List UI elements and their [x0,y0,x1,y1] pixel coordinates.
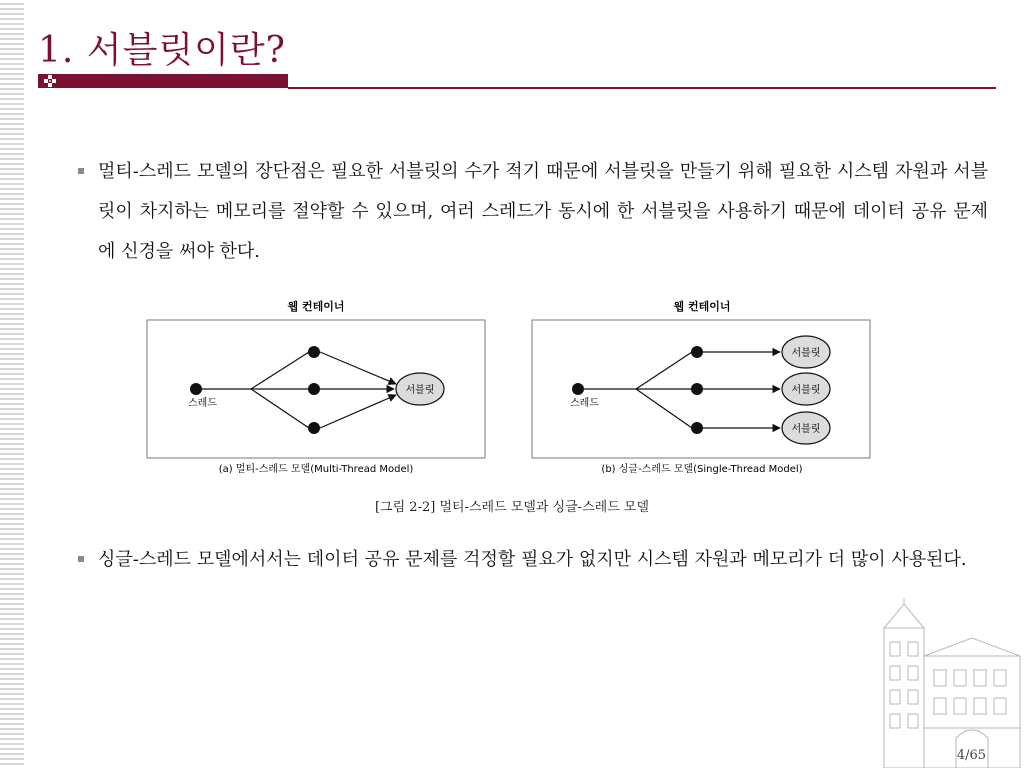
right-thread-dot [572,383,584,395]
thread-model-diagram [146,298,874,480]
left-servlet-label: 서블릿 [405,385,435,396]
left-branch-dot-1 [308,346,320,358]
title-underline-bar [38,74,288,88]
left-branch-dot-3 [308,422,320,434]
right-branch-dot-3 [691,422,703,434]
bullet-text: 싱글-스레드 모델에서서는 데이터 공유 문제를 걱정할 필요가 없지만 시스템 자원과 메모리가 더 많이 사용된다. [98,549,967,570]
right-servlet-label-3: 서블릿 [791,424,821,435]
left-thread-dot [190,383,202,395]
left-branch-dot-2 [308,383,320,395]
bullet-square-icon [78,168,84,174]
left-thread-label: 스레드 [188,398,217,409]
left-stripe-decoration [0,0,24,768]
right-thread-label: 스레드 [570,398,599,409]
page-number: 4/65 [956,748,986,763]
right-panel-caption: (b) 싱글-스레드 모델(Single-Thread Model) [601,464,803,475]
bullet-item-1 [78,152,988,272]
left-panel-caption: (a) 멀티-스레드 모델(Multi-Thread Model) [218,464,414,475]
right-branch-dot-1 [691,346,703,358]
slide-title: 1. 서블릿이란? [38,30,286,71]
left-container-header: 웹 컨테이너 [287,300,345,313]
bullet-text: 멀티-스레드 모델의 장단점은 필요한 서블릿의 수가 적기 때문에 서블릿을 만들기 위해 필요한 시스템 자원과 서블릿이 차지하는 메모리를 절약할 수 있으며, 여러 스레드가 동시에 한 서블릿을 사용하기 때문에 데이터 공유 문제에 신경을 써야 한다. [98,161,988,262]
right-servlet-label-1: 서블릿 [791,348,821,359]
title-rule [288,87,996,89]
single-thread-panel [532,299,870,475]
right-container-header: 웹 컨테이너 [673,300,731,313]
building-sketch-icon [876,598,1024,768]
bullet-square-icon [78,556,84,562]
right-servlet-label-2: 서블릿 [791,385,821,396]
multi-thread-panel [147,299,485,475]
figure-caption: [그림 2-2] 멀티-스레드 모델과 싱글-스레드 모델 [374,500,649,515]
title-ornament-icon [43,74,57,88]
right-branch-dot-2 [691,383,703,395]
bullet-item-2 [78,540,988,580]
